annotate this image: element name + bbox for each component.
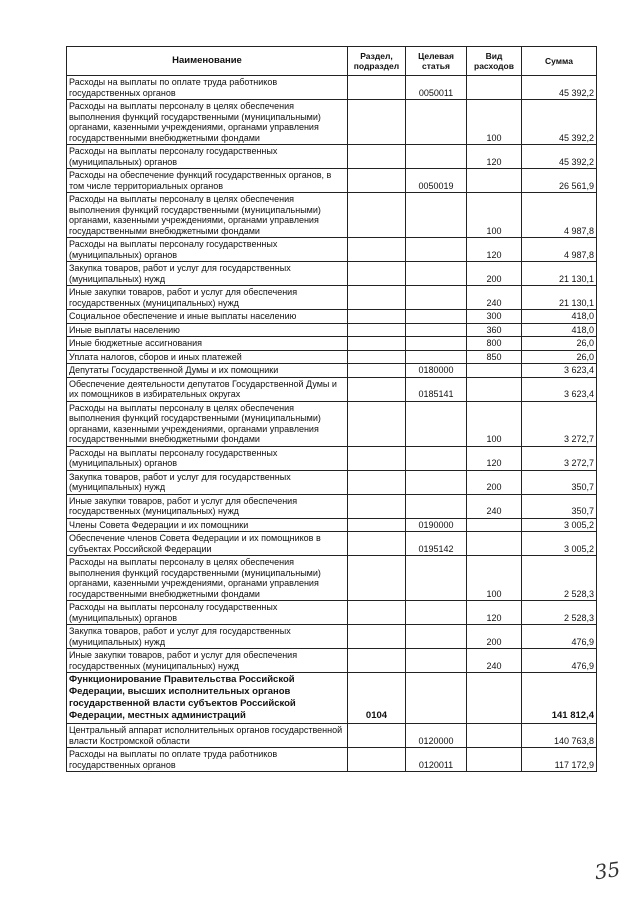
table-row (67, 649, 597, 673)
table-row (67, 625, 597, 649)
row-section (348, 76, 406, 100)
row-kind: 100 (467, 100, 522, 145)
row-section (348, 748, 406, 772)
row-sum: 117 172,9 (522, 748, 597, 772)
row-name: Центральный аппарат исполнительных органов государственной власти Костромской области (67, 724, 348, 748)
row-kind: 120 (467, 238, 522, 262)
row-section (348, 262, 406, 286)
row-sum: 2 528,3 (522, 601, 597, 625)
row-name: Социальное обеспечение и иные выплаты населению (67, 310, 348, 324)
page-number: 35 (593, 856, 622, 885)
row-name: Иные бюджетные ассигнования (67, 337, 348, 351)
row-sum: 21 130,1 (522, 286, 597, 310)
row-target (406, 145, 467, 169)
row-kind: 240 (467, 286, 522, 310)
row-target (406, 100, 467, 145)
row-target (406, 494, 467, 518)
row-kind (467, 673, 522, 724)
row-target (406, 649, 467, 673)
row-section (348, 310, 406, 324)
row-sum: 418,0 (522, 310, 597, 324)
row-target: 0190000 (406, 518, 467, 532)
table-row (67, 556, 597, 601)
row-kind: 200 (467, 262, 522, 286)
row-section (348, 518, 406, 532)
row-target (406, 470, 467, 494)
row-name: Иные закупки товаров, работ и услуг для обеспечения государственных (муниципальных) нужд (67, 286, 348, 310)
row-target (406, 601, 467, 625)
budget-sheet (66, 46, 596, 772)
table-row (67, 446, 597, 470)
row-sum: 140 763,8 (522, 724, 597, 748)
row-kind: 120 (467, 446, 522, 470)
row-target (406, 401, 467, 446)
table-row (67, 193, 597, 238)
row-sum: 26,0 (522, 350, 597, 364)
table-row (67, 518, 597, 532)
row-sum: 4 987,8 (522, 238, 597, 262)
row-kind (467, 76, 522, 100)
row-target (406, 262, 467, 286)
row-kind (467, 364, 522, 378)
row-name: Расходы на выплаты по оплате труда работников государственных органов (67, 748, 348, 772)
row-target (406, 286, 467, 310)
row-section (348, 145, 406, 169)
row-sum: 476,9 (522, 649, 597, 673)
row-name: Закупка товаров, работ и услуг для государственных (муниципальных) нужд (67, 470, 348, 494)
row-target (406, 625, 467, 649)
header-target: Целевая статья (406, 47, 467, 76)
row-section (348, 556, 406, 601)
table-row (67, 169, 597, 193)
row-sum: 350,7 (522, 494, 597, 518)
row-sum: 350,7 (522, 470, 597, 494)
row-name: Члены Совета Федерации и их помощники (67, 518, 348, 532)
row-name: Расходы на выплаты персоналу в целях обеспечения выполнения функций государственными (муниципальными) органами, казенными учреждениями, органами управления государственными внебюджетными фондами (67, 556, 348, 601)
row-name: Расходы на выплаты персоналу государственных (муниципальных) органов (67, 238, 348, 262)
row-target (406, 238, 467, 262)
row-name: Расходы на выплаты персоналу в целях обеспечения выполнения функций государственными (муниципальными) органами, казенными учреждениями, органами управления государственными внебюджетными фондами (67, 100, 348, 145)
row-target (406, 673, 467, 724)
table-row (67, 748, 597, 772)
row-name: Расходы на выплаты по оплате труда работников государственных органов (67, 76, 348, 100)
table-row (67, 364, 597, 378)
table-row (67, 350, 597, 364)
row-kind: 240 (467, 649, 522, 673)
row-sum: 3 272,7 (522, 401, 597, 446)
row-name: Закупка товаров, работ и услуг для государственных (муниципальных) нужд (67, 625, 348, 649)
table-row (67, 323, 597, 337)
row-name: Расходы на обеспечение функций государственных органов, в том числе территориальных органов (67, 169, 348, 193)
row-sum: 45 392,2 (522, 76, 597, 100)
row-sum: 3 005,2 (522, 532, 597, 556)
row-kind: 120 (467, 145, 522, 169)
row-kind: 120 (467, 601, 522, 625)
row-target (406, 323, 467, 337)
row-target: 0195142 (406, 532, 467, 556)
table-row (67, 401, 597, 446)
row-sum: 3 623,4 (522, 364, 597, 378)
row-section (348, 470, 406, 494)
row-section (348, 238, 406, 262)
table-row (67, 262, 597, 286)
row-section: 0104 (348, 673, 406, 724)
row-name: Обеспечение деятельности депутатов Государственной Думы и их помощников в избирательных округах (67, 377, 348, 401)
row-kind (467, 377, 522, 401)
row-section (348, 724, 406, 748)
row-target: 0185141 (406, 377, 467, 401)
header-name: Наименование (67, 47, 348, 76)
row-sum: 4 987,8 (522, 193, 597, 238)
row-kind: 800 (467, 337, 522, 351)
row-target: 0120000 (406, 724, 467, 748)
row-sum: 3 272,7 (522, 446, 597, 470)
row-section (348, 377, 406, 401)
row-section (348, 169, 406, 193)
row-section (348, 337, 406, 351)
table-row (67, 377, 597, 401)
row-kind: 240 (467, 494, 522, 518)
table-row (67, 238, 597, 262)
row-target: 0050019 (406, 169, 467, 193)
row-target (406, 446, 467, 470)
row-name: Обеспечение членов Совета Федерации и их помощников в субъектах Российской Федерации (67, 532, 348, 556)
row-kind: 200 (467, 470, 522, 494)
table-row (67, 145, 597, 169)
row-target (406, 337, 467, 351)
row-sum: 26 561,9 (522, 169, 597, 193)
row-name: Расходы на выплаты персоналу государственных (муниципальных) органов (67, 446, 348, 470)
header-section: Раздел, подраздел (348, 47, 406, 76)
row-name: Расходы на выплаты персоналу в целях обеспечения выполнения функций государственными (муниципальными) органами, казенными учреждениями, органами управления государственными внебюджетными фондами (67, 193, 348, 238)
row-target (406, 193, 467, 238)
row-section (348, 494, 406, 518)
row-kind (467, 724, 522, 748)
budget-table (66, 46, 597, 772)
row-section (348, 532, 406, 556)
table-row (67, 76, 597, 100)
header-sum: Сумма (522, 47, 597, 76)
row-section (348, 446, 406, 470)
row-section (348, 193, 406, 238)
row-name: Иные выплаты населению (67, 323, 348, 337)
table-body (67, 76, 597, 772)
row-sum: 3 005,2 (522, 518, 597, 532)
row-kind: 200 (467, 625, 522, 649)
row-sum: 418,0 (522, 323, 597, 337)
table-row (67, 100, 597, 145)
table-row (67, 310, 597, 324)
row-kind: 100 (467, 401, 522, 446)
row-target (406, 556, 467, 601)
table-row (67, 724, 597, 748)
row-target: 0050011 (406, 76, 467, 100)
row-section (348, 364, 406, 378)
row-sum: 45 392,2 (522, 100, 597, 145)
table-row (67, 601, 597, 625)
row-section (348, 286, 406, 310)
row-name: Функционирование Правительства Российской Федерации, высших исполнительных органов государственной власти субъектов Российской Федерации, местных администраций (67, 673, 348, 724)
row-sum: 476,9 (522, 625, 597, 649)
row-section (348, 323, 406, 337)
row-section (348, 649, 406, 673)
row-sum: 141 812,4 (522, 673, 597, 724)
row-name: Расходы на выплаты персоналу государственных (муниципальных) органов (67, 145, 348, 169)
row-section (348, 625, 406, 649)
row-kind: 100 (467, 556, 522, 601)
row-kind (467, 518, 522, 532)
table-header-row (67, 47, 597, 76)
row-kind (467, 748, 522, 772)
row-kind: 300 (467, 310, 522, 324)
row-kind: 100 (467, 193, 522, 238)
row-name: Депутаты Государственной Думы и их помощники (67, 364, 348, 378)
row-target (406, 350, 467, 364)
row-target (406, 310, 467, 324)
table-row (67, 470, 597, 494)
row-name: Расходы на выплаты персоналу государственных (муниципальных) органов (67, 601, 348, 625)
row-kind (467, 532, 522, 556)
row-name: Иные закупки товаров, работ и услуг для обеспечения государственных (муниципальных) нужд (67, 494, 348, 518)
header-kind: Вид расходов (467, 47, 522, 76)
row-name: Закупка товаров, работ и услуг для государственных (муниципальных) нужд (67, 262, 348, 286)
table-row (67, 286, 597, 310)
row-target: 0120011 (406, 748, 467, 772)
row-target: 0180000 (406, 364, 467, 378)
row-name: Уплата налогов, сборов и иных платежей (67, 350, 348, 364)
table-row (67, 673, 597, 724)
row-sum: 3 623,4 (522, 377, 597, 401)
row-sum: 21 130,1 (522, 262, 597, 286)
row-name: Иные закупки товаров, работ и услуг для обеспечения государственных (муниципальных) нужд (67, 649, 348, 673)
row-sum: 45 392,2 (522, 145, 597, 169)
table-row (67, 337, 597, 351)
table-row (67, 532, 597, 556)
row-section (348, 601, 406, 625)
row-kind: 360 (467, 323, 522, 337)
table-row (67, 494, 597, 518)
row-kind (467, 169, 522, 193)
row-name: Расходы на выплаты персоналу в целях обеспечения выполнения функций государственными (муниципальными) органами, казенными учреждениями, органами управления государственными внебюджетными фондами (67, 401, 348, 446)
row-kind: 850 (467, 350, 522, 364)
row-sum: 2 528,3 (522, 556, 597, 601)
row-section (348, 100, 406, 145)
row-section (348, 350, 406, 364)
row-sum: 26,0 (522, 337, 597, 351)
row-section (348, 401, 406, 446)
